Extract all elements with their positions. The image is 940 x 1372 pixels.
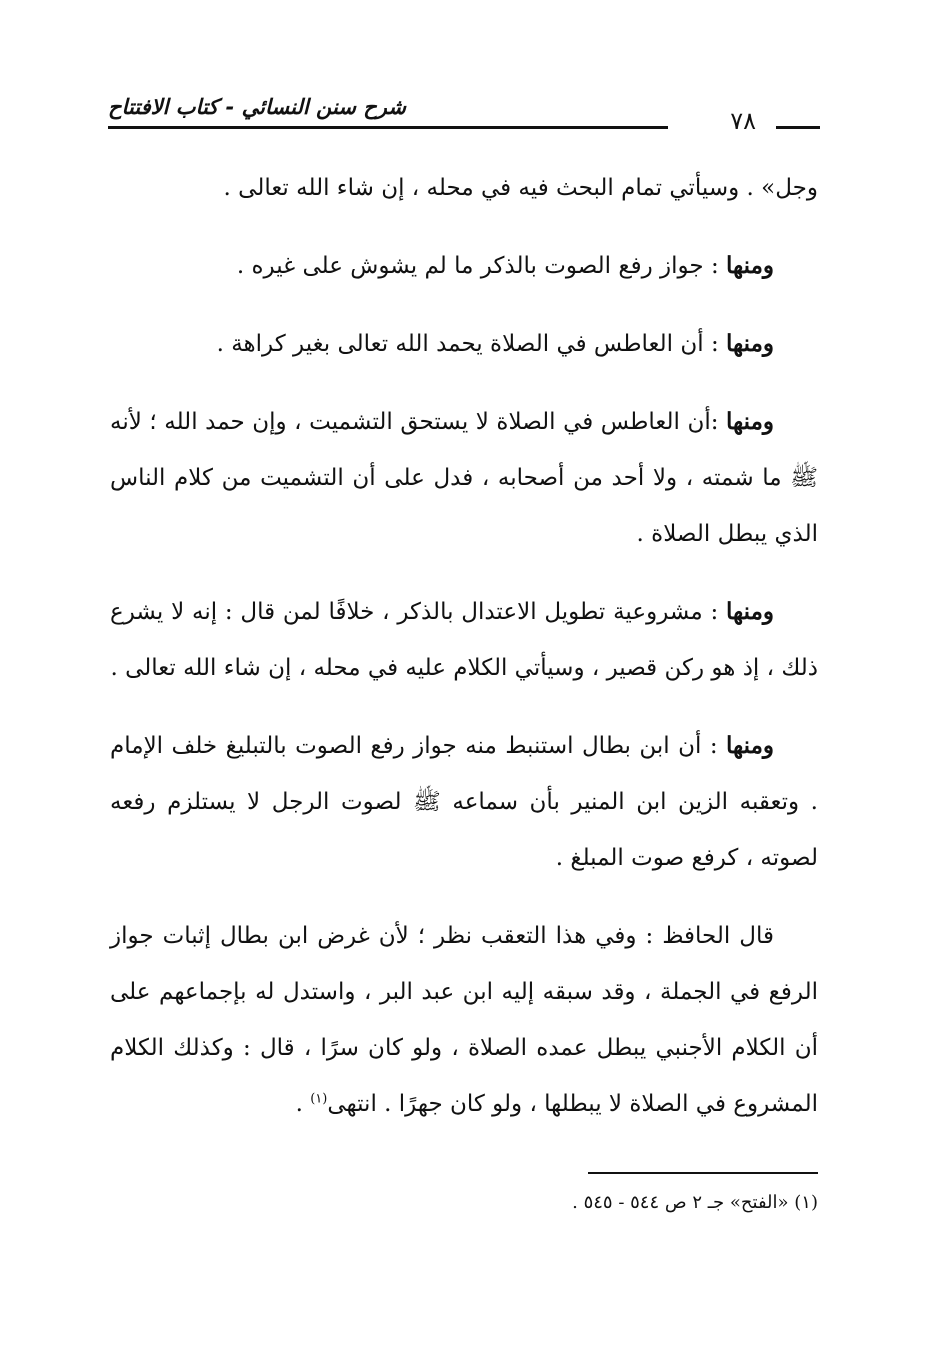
paragraph-2 — [110, 238, 818, 294]
paragraph-6-lead: ومنها — [726, 732, 774, 759]
paragraph-3-lead: ومنها — [726, 330, 774, 357]
paragraph-2-text: : جواز رفع الصوت بالذكر ما لم يشوش على غيره . — [236, 253, 727, 279]
page-number-dash — [776, 126, 820, 129]
footnote: (١) «الفتح» جـ ٢ ص ٥٤٤ - ٥٤٥ . — [572, 1192, 818, 1213]
paragraph-1-text: وجل» . وسيأتي تمام البحث فيه في محله ، إن شاء الله تعالى . — [223, 175, 818, 201]
paragraph-5-text: : مشروعية تطويل الاعتدال بالذكر ، خلافًا لمن قال : إنه لا يشرع ذلك ، إذ هو ركن قصير ، وسيأتي الكلام عليه في محله ، إن شاء الله تعالى . — [110, 599, 818, 681]
paragraph-4 — [110, 394, 818, 562]
paragraph-4-text: :أن العاطس في الصلاة لا يستحق التشميت ، وإن حمد الله ؛ لأنه ﷺ ما شمته ، ولا أحد من أصحابه ، فدل على أن التشميت من كلام الناس الذي يبطل الصلاة . — [110, 409, 818, 547]
paragraph-7 — [110, 908, 818, 1132]
paragraph-3 — [110, 316, 818, 372]
paragraph-5-lead: ومنها — [726, 598, 774, 625]
page-number: ٧٨ — [730, 107, 756, 135]
paragraph-6-text: : أن ابن بطال استنبط منه جواز رفع الصوت بالتبليغ خلف الإمام . وتعقبه الزين ابن المنير بأن سماعه ﷺ لصوت الرجل لا يستلزم رفعه لصوته ، كرفع صوت المبلغ . — [110, 733, 818, 871]
header-rule — [108, 126, 668, 129]
paragraph-6 — [110, 718, 818, 886]
main-text — [110, 160, 818, 1154]
paragraph-2-lead: ومنها — [726, 252, 774, 279]
paragraph-4-lead: ومنها — [726, 408, 774, 435]
paragraph-7-end: . — [295, 1091, 311, 1117]
footnote-reference: (١) — [310, 1091, 328, 1107]
page-header — [108, 92, 820, 144]
running-title: شرح سنن النسائي - كتاب الافتتاح — [108, 95, 406, 119]
paragraph-5 — [110, 584, 818, 696]
paragraph-7-text: قال الحافظ : وفي هذا التعقب نظر ؛ لأن غرض ابن بطال إثبات جواز الرفع في الجملة ، وقد سبقه إليه ابن عبد البر ، واستدل له بإجماعهم على أن الكلام الأجنبي يبطل عمده الصلاة ، ولو كان سرًا ، قال : وكذلك الكلام المشروع في الصلاة لا يبطلها ، ولو كان جهرًا . انتهى — [110, 923, 818, 1117]
footnote-rule — [588, 1172, 818, 1174]
paragraph-1 — [110, 160, 818, 216]
paragraph-3-text: : أن العاطس في الصلاة يحمد الله تعالى بغير كراهة . — [216, 331, 727, 357]
